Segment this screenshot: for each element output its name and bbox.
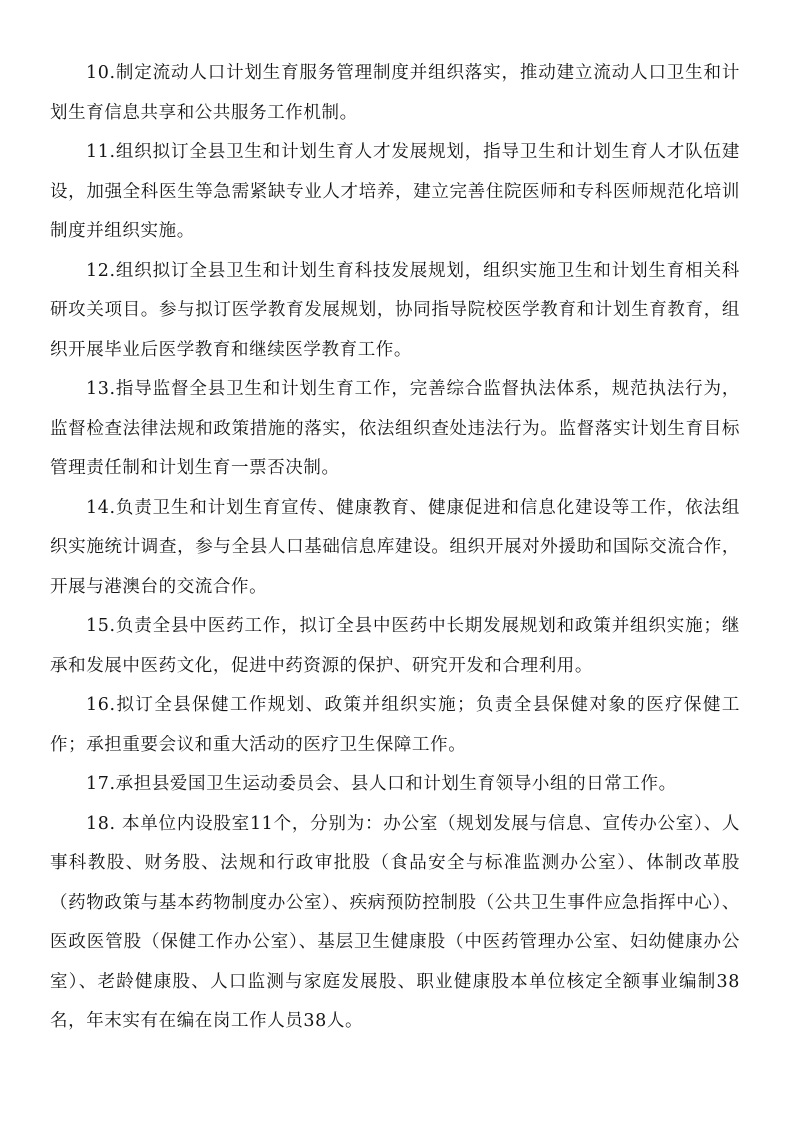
paragraph-item-17: 17.承担县爱国卫生运动委员会、县人口和计划生育领导小组的日常工作。 [86,774,677,794]
paragraph-item-11: 11.组织拟订全县卫生和计划生育人才发展规划，指导卫生和计划生育人才队伍建设，加强全科医生等急需紧缺专业人才培养，建立完善住院医师和专科医师规范化培训制度并组织实施。 [50,142,740,241]
paragraph-item-14: 14.负责卫生和计划生育宣传、健康教育、健康促进和信息化建设等工作，依法组织实施统计调查，参与全县人口基础信息库建设。组织开展对外援助和国际交流合作，开展与港澳台的交流合作。 [50,497,740,597]
paragraph-item-16: 16.拟订全县保健工作规划、政策并组织实施；负责全县保健对象的医疗保健工作；承担重要会议和重大活动的医疗卫生保障工作。 [50,695,740,755]
paragraph-item-13: 13.指导监督全县卫生和计划生育工作，完善综合监督执法体系，规范执法行为，监督检查法律法规和政策措施的落实，依法组织查处违法行为。监督落实计划生育目标管理责任制和计划生育一票否决制。 [50,379,740,478]
paragraph-item-18: 18. 本单位内设股室11个，分别为：办公室（规划发展与信息、宣传办公室）、人事科教股、财务股、法规和行政审批股（食品安全与标准监测办公室）、体制改革股（药物政策与基本药物制度办公室）、疾病预防控制股（公共卫生事件应急指挥中心）、医政医管股（保健工作办公室）、基层卫生健康股（中医药管理办公室、妇幼健康办公室）、老龄健康股、人口监测与家庭发展股、职业健康股本单位核定全额事业编制38名，年末实有在编在岗工作人员38人。 [50,813,740,1031]
paragraph-item-12: 12.组织拟订全县卫生和计划生育科技发展规划，组织实施卫生和计划生育相关科研攻关项目。参与拟订医学教育发展规划，协同指导院校医学教育和计划生育教育，组织开展毕业后医学教育和继续医学教育工作。 [50,260,740,360]
document-body [50,54,740,1042]
paragraph-item-10: 10.制定流动人口计划生育服务管理制度并组织落实，推动建立流动人口卫生和计划生育信息共享和公共服务工作机制。 [50,63,740,123]
paragraph-item-15: 15.负责全县中医药工作，拟订全县中医药中长期发展规划和政策并组织实施；继承和发展中医药文化，促进中药资源的保护、研究开发和合理利用。 [50,616,740,676]
